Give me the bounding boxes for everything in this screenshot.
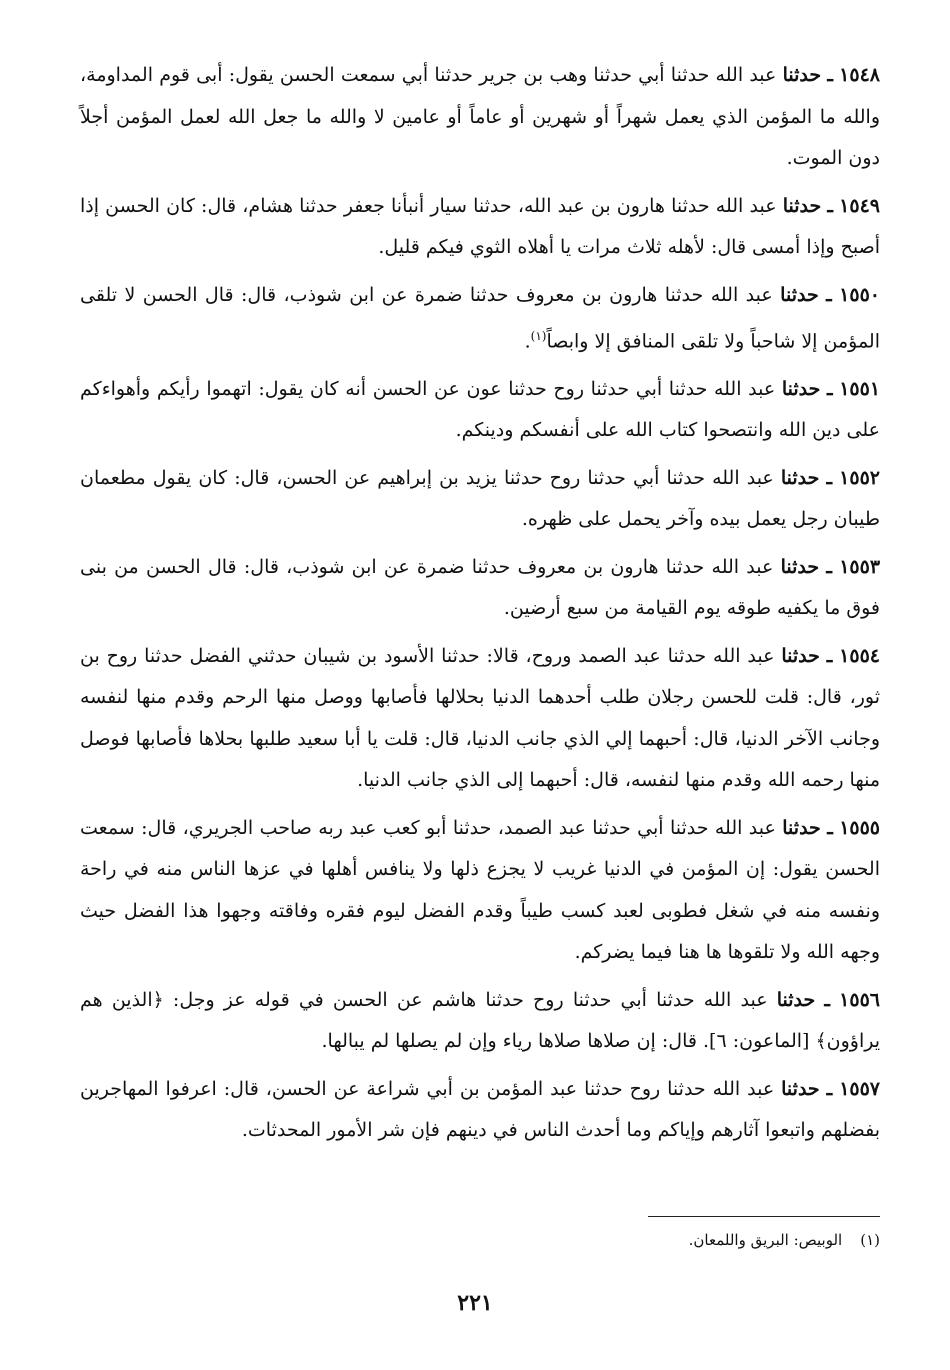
hadith-keyword: حدثنا [780, 555, 820, 578]
footnote-text: الوبيص: البريق واللمعان. [688, 1231, 843, 1249]
hadith-1552 [80, 458, 880, 541]
hadith-1550 [80, 275, 880, 363]
hadith-1555 [80, 808, 880, 974]
hadith-1557 [80, 1069, 880, 1152]
hadith-keyword: حدثنا [781, 1077, 820, 1100]
hadith-text: عبد الله حدثنا أبي حدثنا عبد الصمد، حدثنا أبو كعب عبد ربه صاحب الجريري، قال: سمعت الحسن يقول: إن المؤمن في الدنيا غريب لا يجزع ذلها ولا ينافس أهلها في عزها الناس منه في راحة ونفسه منه في شغل فطوبى لعبد كسب طيباً وقدم الفضل ليوم فقره وفاقته وجهوا هذا الفضل حيث وجهه الله ولا تلقوها ها هنا فيما يضركم. [80, 816, 880, 964]
hadith-keyword: حدثنا [776, 988, 816, 1011]
hadith-number: ١٥٥٦ [839, 988, 880, 1011]
hadith-dash: ـ [827, 64, 833, 86]
hadith-number: ١٥٥١ [839, 377, 881, 400]
hadith-dash: ـ [827, 816, 833, 839]
hadith-text: عبد الله حدثنا هارون بن عبد الله، حدثنا سيار أنبأنا جعفر حدثنا هشام، قال: كان الحسن إذا أصبح وإذا أمسى قال: لأهله ثلاث مرات يا أهلاه الثوي فيكم قليل. [80, 194, 880, 258]
hadith-dash: ـ [827, 194, 833, 217]
hadith-dash: ـ [826, 466, 833, 489]
hadith-keyword: حدثنا [782, 194, 822, 217]
hadith-text: عبد الله حدثنا عبد الصمد وروح، قالا: حدثنا الأسود بن شيبان حدثني الفضل حدثنا روح بن ثور، قال: قلت للحسن رجلان طلب أحدهما الدنيا بحلالها فأصابها ووصل منها الرحم وقدم منها لنفسه وجانب الآخر الدنيا، قال: أحبهما إلي الذي جانب الدنيا، قال: قلت يا أبا سعيد طلبها بحلاها فأصابها فوصل منها رحمه الله وقدم منها لنفسه، قال: أحبهما إلى الذي جانب الدنيا. [80, 644, 880, 792]
footnote-reference: (١) [530, 329, 547, 343]
hadith-1556 [80, 980, 880, 1063]
hadith-keyword: حدثنا [780, 466, 820, 489]
hadith-text: عبد الله حدثنا أبي حدثنا روح حدثنا هاشم عن الحسن في قوله عز وجل: ﴿الذين هم يراؤون﴾ [الماعون: ٦]. قال: إن صلاها صلاها رياء وإن لم يصلها لم يبالها. [80, 988, 880, 1053]
hadith-number: ١٥٥٢ [839, 466, 880, 489]
hadith-1554 [80, 636, 880, 802]
footnote [80, 1228, 880, 1252]
hadith-text: عبد الله حدثنا أبي حدثنا روح حدثنا يزيد بن إبراهيم عن الحسن، قال: كان يقول مطعمان طيبان رجل يعمل بيده وآخر يحمل على ظهره. [80, 466, 880, 531]
hadith-number: ١٥٥٠ [839, 283, 880, 306]
hadith-dash: ـ [826, 555, 832, 578]
footnote-separator [648, 1216, 880, 1217]
hadith-dash: ـ [826, 1077, 833, 1100]
hadith-keyword: حدثنا [782, 64, 822, 86]
hadith-number: ١٥٥٣ [839, 555, 881, 578]
page-number: ٢٢١ [457, 1290, 493, 1316]
hadith-text: عبد الله حدثنا هارون بن معروف حدثنا ضمرة عن ابن شوذب، قال: قال الحسن لا تلقى المؤمن إلا شاحباً ولا تلقى المنافق إلا وابصاً [80, 283, 880, 353]
hadith-text: عبد الله حدثنا هارون بن معروف حدثنا ضمرة عن ابن شوذب، قال: قال الحسن من بنى فوق ما يكفيه طوقه يوم القيامة من سبع أرضين. [80, 555, 880, 620]
footnote-marker: (١) [860, 1231, 880, 1249]
hadith-keyword: حدثنا [781, 377, 821, 400]
main-text [80, 55, 880, 1158]
hadith-1548 [80, 55, 880, 180]
hadith-dash: ـ [826, 283, 832, 306]
hadith-number: ١٥٥٧ [839, 1077, 881, 1100]
hadith-number: ١٥٥٤ [839, 644, 880, 667]
hadith-1549 [80, 186, 880, 269]
hadith-keyword: حدثنا [780, 283, 819, 306]
hadith-keyword: حدثنا [781, 644, 820, 667]
hadith-1551 [80, 369, 880, 452]
hadith-number: ١٥٥٥ [839, 816, 881, 839]
hadith-text: عبد الله حدثنا روح حدثنا عبد المؤمن بن أبي شراعة عن الحسن، قال: اعرفوا المهاجرين بفضلهم واتبعوا آثارهم وإياكم وما أحدث الناس في دينهم فإن شر الأمور المحدثات. [80, 1077, 880, 1142]
hadith-end: . [524, 330, 531, 353]
hadith-dash: ـ [826, 377, 833, 400]
hadith-1553 [80, 547, 880, 630]
hadith-dash: ـ [824, 988, 830, 1011]
hadith-number: ١٥٤٨ [839, 64, 880, 86]
hadith-number: ١٥٤٩ [839, 194, 880, 217]
hadith-text: عبد الله حدثنا أبي حدثنا وهب بن جرير حدثنا أبي سمعت الحسن يقول: أبى قوم المداومة، والله ما المؤمن الذي يعمل شهراً أو شهرين أو عاماً أو عامين لا والله ما جعل الله لعمل المؤمن أجلاً دون الموت. [80, 64, 880, 169]
hadith-keyword: حدثنا [782, 816, 821, 839]
hadith-text: عبد الله حدثنا أبي حدثنا روح حدثنا عون عن الحسن أنه كان يقول: اتهموا رأيكم وأهواءكم على دين الله وانتصحوا كتاب الله على أنفسكم ودينكم. [80, 377, 880, 442]
hadith-dash: ـ [826, 644, 833, 667]
